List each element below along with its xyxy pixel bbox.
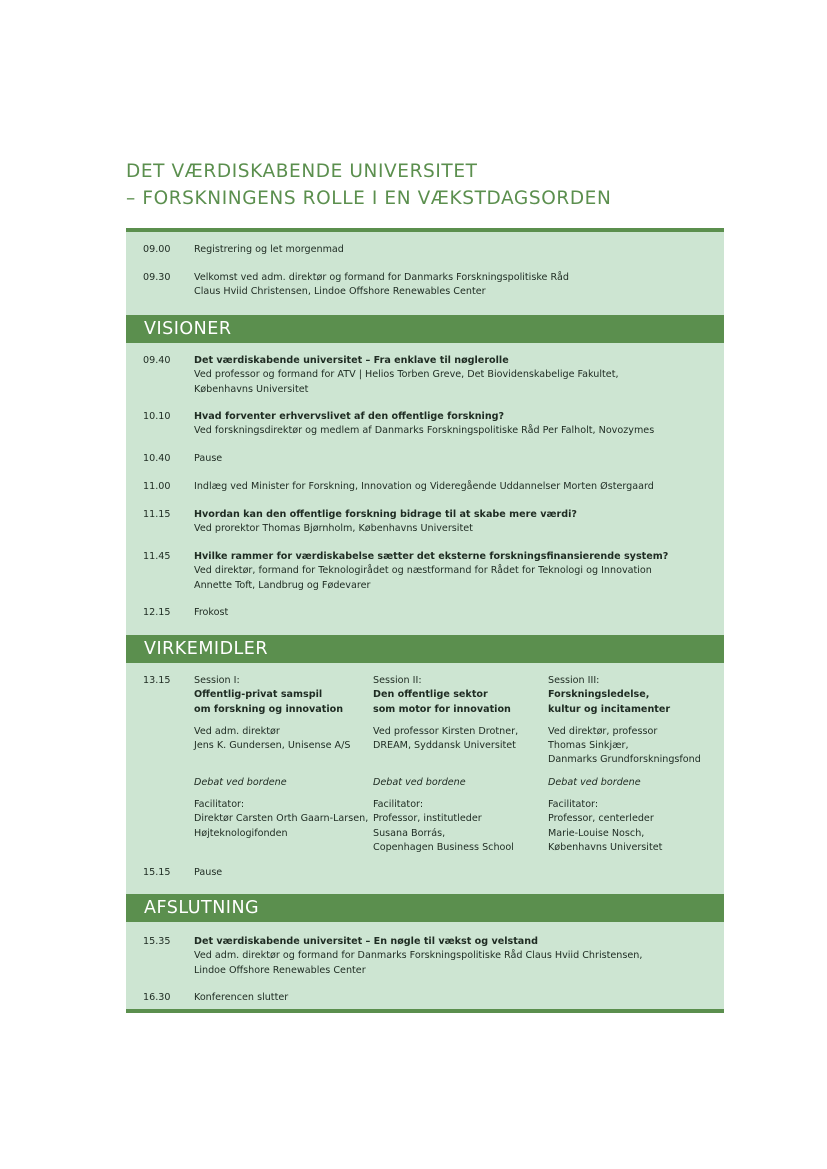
row-line: Indlæg ved Minister for Forskning, Innovation og Videregående Uddannelser Morten Østergaard: [194, 481, 654, 492]
row-time: 12.15: [143, 607, 171, 618]
section-header-afslutning: AFSLUTNING: [126, 894, 724, 922]
row-time: 15.15: [143, 867, 171, 878]
title-line-2: – FORSKNINGENS ROLLE I EN VÆKSTDAGSORDEN: [126, 188, 612, 209]
row-text: [194, 606, 719, 620]
row-text: [194, 452, 719, 466]
section-header-virkemidler: VIRKEMIDLER: [126, 635, 724, 663]
row-line: Claus Hviid Christensen, Lindoe Offshore Renewables Center: [194, 286, 486, 298]
session-speaker: Danmarks Grundforskningsfond: [548, 754, 701, 766]
session-debate: Debat ved bordene: [194, 776, 287, 788]
session-column-1: [194, 674, 369, 841]
row-text: [194, 354, 719, 397]
session-title: Forskningsledelse,: [548, 689, 650, 701]
row-line: Ved direktør, formand for Teknologirådet og næstformand for Rådet for Teknologi og Innovation: [194, 565, 652, 577]
session-label: Session II:: [373, 675, 422, 686]
row-time: 15.35: [143, 936, 171, 947]
row-line: Ved adm. direktør og formand for Danmarks Forskningspolitiske Råd Claus Hviid Christensen,: [194, 950, 643, 962]
row-heading: Det værdiskabende universitet – En nøgle til vækst og velstand: [194, 936, 538, 947]
row-heading: Det værdiskabende universitet – Fra enklave til nøglerolle: [194, 355, 509, 366]
row-time: 09.40: [143, 355, 171, 366]
row-line: Ved professor og formand for ATV | Helios Torben Greve, Det Biovidenskabelige Fakultet,: [194, 369, 619, 381]
row-line: Annette Toft, Landbrug og Fødevarer: [194, 579, 371, 591]
session-speaker: DREAM, Syddansk Universitet: [373, 740, 516, 752]
row-heading: Hvilke rammer for værdiskabelse sætter det eksterne forskningsfinansierende system?: [194, 551, 669, 562]
row-time: 10.40: [143, 453, 171, 464]
session-facilitator: Direktør Carsten Orth Gaarn-Larsen,: [194, 813, 369, 825]
row-line: Registrering og let morgenmad: [194, 244, 344, 255]
row-line: Frokost: [194, 607, 229, 618]
section-header-visioner: VISIONER: [126, 315, 724, 343]
session-facilitator: Professor, centerleder: [548, 813, 654, 825]
session-column-3: [548, 674, 720, 855]
row-text: [194, 550, 719, 593]
session-facilitator: Københavns Universitet: [548, 841, 663, 853]
bottom-rule: [126, 1009, 724, 1013]
session-facilitator: Copenhagen Business School: [373, 841, 514, 853]
session-facilitator: Facilitator:: [548, 799, 599, 811]
session-label: Session I:: [194, 675, 240, 686]
row-text: [194, 480, 719, 494]
row-time: 10.10: [143, 411, 171, 422]
session-speaker: Ved adm. direktør: [194, 725, 280, 737]
session-facilitator: Susana Borrás,: [373, 827, 446, 839]
session-facilitator: Marie-Louise Nosch,: [548, 827, 645, 839]
row-time: 09.00: [143, 244, 171, 255]
row-line: Ved forskningsdirektør og medlem af Danmarks Forskningspolitiske Råd Per Falholt, Novozymes: [194, 425, 655, 437]
row-heading: Hvordan kan den offentlige forskning bidrage til at skabe mere værdi?: [194, 509, 577, 520]
session-debate: Debat ved bordene: [548, 776, 641, 788]
row-text: [194, 243, 719, 257]
row-time: 11.00: [143, 481, 171, 492]
row-text: [194, 935, 719, 978]
row-text: [194, 410, 719, 439]
page-title: [126, 158, 611, 212]
session-facilitator: Facilitator:: [194, 799, 245, 811]
session-facilitator: Højteknologifonden: [194, 827, 288, 839]
session-speaker: Ved direktør, professor: [548, 725, 658, 737]
row-line: Konferencen slutter: [194, 992, 289, 1003]
session-speaker: Jens K. Gundersen, Unisense A/S: [194, 740, 351, 752]
row-line: Pause: [194, 453, 223, 464]
session-debate: Debat ved bordene: [373, 776, 466, 788]
row-text: [194, 991, 719, 1005]
session-column-2: [373, 674, 545, 855]
session-facilitator: Professor, institutleder: [373, 813, 482, 825]
row-time: 16.30: [143, 992, 171, 1003]
session-title: kultur og incitamenter: [548, 703, 671, 715]
row-heading: Hvad forventer erhvervslivet af den offentlige forskning?: [194, 411, 505, 422]
row-time: 13.15: [143, 675, 171, 686]
row-time: 09.30: [143, 272, 171, 283]
session-speaker: Ved professor Kirsten Drotner,: [373, 725, 519, 737]
row-line: Københavns Universitet: [194, 383, 309, 395]
session-title: Offentlig-privat samspil: [194, 689, 323, 701]
session-speaker: Thomas Sinkjær,: [548, 740, 629, 752]
session-label: Session III:: [548, 675, 600, 686]
row-time: 11.15: [143, 509, 171, 520]
session-title: Den offentlige sektor: [373, 689, 488, 701]
session-facilitator: Facilitator:: [373, 799, 424, 811]
row-text: [194, 866, 719, 880]
row-text: [194, 508, 719, 537]
title-line-1: DET VÆRDISKABENDE UNIVERSITET: [126, 161, 478, 182]
row-time: 11.45: [143, 551, 171, 562]
row-line: Pause: [194, 867, 223, 878]
session-title: om forskning og innovation: [194, 703, 344, 715]
session-title: som motor for innovation: [373, 703, 511, 715]
row-line: Velkomst ved adm. direktør og formand for Danmarks Forskningspolitiske Råd: [194, 272, 569, 283]
row-line: Ved prorektor Thomas Bjørnholm, Københavns Universitet: [194, 523, 473, 535]
row-line: Lindoe Offshore Renewables Center: [194, 964, 366, 976]
row-text: [194, 271, 719, 300]
